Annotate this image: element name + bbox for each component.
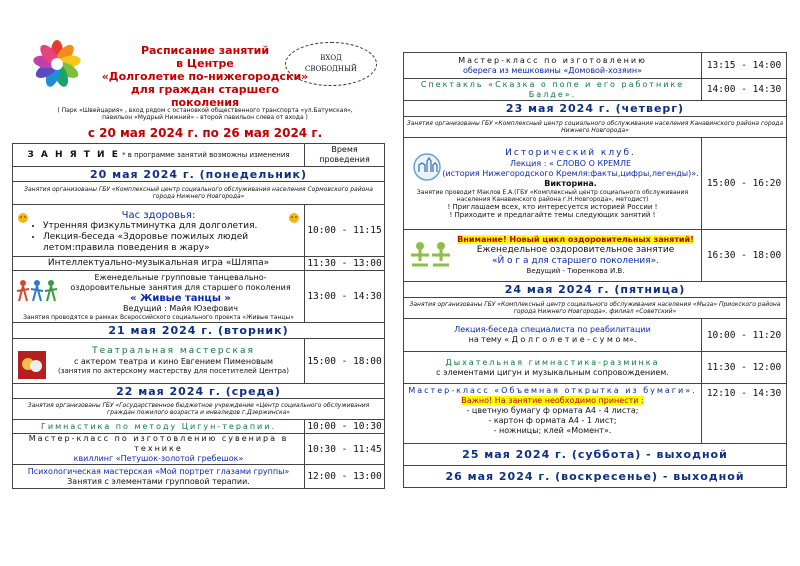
day-wednesday: 22 мая 2024 г. (среда) (13, 384, 385, 399)
card-item-1: - цветную бумагу ф ормата А4 - 4 листа; (466, 406, 639, 415)
health-item-2: • Лекция-беседа «Здоровье пожилых людей летом:правила поведения в жару» (43, 232, 302, 254)
yoga-desc: Еженедельное оздоровительное занятие (476, 245, 675, 256)
monday-organizer: Занятия организованы ГБУ «Комплексный центр социального обслуживания населения Сормовского района города Нижнего Новгорода» (13, 182, 385, 205)
amulet-line-2: оберега из мешковины «Домовой-хозяин» (462, 65, 643, 75)
col-time-header: Время проведения (305, 144, 385, 167)
quilling-line-2: квиллинг «Петушок-золотой гребешок» (73, 454, 244, 463)
gym-item: Гимнастика по методу Цигун-терапии. (13, 420, 305, 434)
rehab-time: 10:00 - 11:20 (702, 319, 787, 352)
dance-desc: Еженедельные групповые танцевально-оздоровительные занятия для старшего поколения (70, 272, 291, 292)
club-host: Занятие проводит Маклов Е.А.(ГБУ «Комплексный центр социального обслуживания населения Канавинского района г.Н.Новгорода», методист) (416, 188, 689, 203)
theatre-title: Театральная мастерская (92, 346, 255, 357)
schedule-left (12, 143, 385, 489)
club-topic: (история Нижегородского Кремля:факты,цифры,легенды)». (442, 168, 699, 178)
address-line-2: павильон «Мудрый Нижний» - второй павильон слева от входа ) (102, 114, 308, 121)
club-invite: ! Приглашаем всех, кто интересуется историей России ! (447, 202, 658, 211)
amulet-time: 13:15 - 14:00 (702, 53, 787, 79)
breath-line-1: Дыхательная гимнастика-разминка (445, 357, 660, 367)
card-important: Важно! На занятие необходимо принести : (461, 396, 644, 405)
changes-note: * в программе занятий возможны изменения (119, 150, 290, 159)
theatre-actor: с актером театра и кино Евгением Пименовым (73, 357, 274, 367)
rehab-line-2: на тему « Д о л г о л е т и е - с у м о м». (468, 335, 637, 344)
day-monday: 20 мая 2024 г. (понедельник) (13, 167, 385, 182)
psy-time: 12:00 - 13:00 (305, 465, 385, 489)
thursday-organizer: Занятия организованы ГБУ «Комплексный центр социального обслуживания населения Канавинского района города Нижнего Новгорода» (404, 117, 787, 138)
title-line-2: в Центре (176, 57, 234, 70)
theatre-time: 15:00 - 18:00 (305, 339, 385, 384)
card-line-1: Мастер-класс «Объемная открытка из бумаги». (408, 386, 697, 395)
wednesday-organizer: Занятия организованы ГБУ «Государственное бюджетное учреждение «Центр социального обслуживания граждан пожилого возраста и инвалидов г.Дзержинска» (13, 399, 385, 420)
schedule-right (403, 52, 787, 488)
theatre-masks-icon (17, 350, 47, 380)
day-thursday: 23 мая 2024 г. (четверг) (404, 101, 787, 117)
address-line-1: ( Парк «Швейцария» , вход рядом с остановкой общественного транспорта «ул.Батумская», (57, 107, 353, 114)
flower-logo-icon (33, 40, 81, 88)
yoga-title: «Й о г а для старшего поколения». (491, 256, 660, 267)
psy-line-1: Психологическая мастерская «Мой портрет глазами группы» (27, 466, 290, 476)
club-title: Исторический клуб. (505, 147, 636, 158)
day-sunday: 26 мая 2024 г. (воскресенье) - выходной (404, 466, 787, 488)
amulet-line-1: Мастер-класс по изготовлению (458, 55, 647, 65)
yoga-people-icon (408, 239, 454, 275)
col-activity-header: З А Н Я Т И Е (27, 149, 120, 160)
psy-line-2: Занятия с элементами групповой терапии. (67, 476, 250, 486)
breath-line-2: с элементами цигун и музыкальным сопровождением. (436, 367, 669, 377)
date-range: с 20 мая 2024 г. по 26 мая 2024 г. (87, 126, 323, 140)
friday-organizer: Занятия организованы ГБУ «Комплексный центр социального обслуживания населения «Мыза» Приокского района города Нижнего Новгорода», филиал «Советский» (404, 298, 787, 319)
dance-title: « Живые танцы » (130, 292, 231, 304)
card-item-2: - картон ф ормата А4 - 1 лист; (488, 416, 617, 425)
health-item-1: • Утренняя физкультминутка для долголетия. (43, 221, 302, 232)
day-friday: 24 мая 2024 г. (пятница) (404, 282, 787, 298)
dance-people-icon (15, 277, 59, 313)
day-saturday: 25 мая 2024 г. (суббота) - выходной (404, 444, 787, 466)
kremlin-emblem-icon (412, 152, 442, 182)
club-suggest: ! Приходите и предлагайте темы следующих занятий ! (449, 211, 656, 219)
dance-time: 13:00 - 14:30 (305, 271, 385, 323)
title-line-1: Расписание занятий (140, 44, 270, 57)
theatre-note: (занятия по актерскому мастерству для посетителей Центра) (58, 367, 289, 376)
club-time: 15:00 - 16:20 (702, 138, 787, 230)
club-lecture: Лекция : « СЛОВО О КРЕМЛЕ (509, 158, 632, 168)
health-time: 10:00 - 11:15 (305, 205, 385, 257)
rehab-line-1: Лекция-беседа специалиста по реабилитации (454, 325, 651, 334)
sun-mascot-icon (286, 211, 302, 225)
health-title: Час здоровья: (121, 210, 196, 221)
card-time: 12:10 - 14:30 (702, 384, 787, 444)
title-line-3: «Долголетие по-нижегородски» (101, 70, 309, 83)
quilling-time: 10:30 - 11:45 (305, 434, 385, 465)
club-quiz: Викторина. (544, 178, 597, 188)
title-line-4: для граждан старшего поколения (130, 83, 280, 109)
card-item-3: - ножницы; клей «Момент». (493, 426, 612, 435)
day-tuesday: 21 мая 2024 г. (вторник) (13, 323, 385, 339)
yoga-host: Ведущий - Тюренкова И.В. (526, 267, 625, 276)
sun-mascot-icon (15, 211, 31, 225)
yoga-attention: Внимание! Новый цикл оздоровительных занятий! (457, 235, 694, 245)
show-time: 14:00 - 14:30 (702, 79, 787, 101)
dance-host: Ведущий : Майя Юзефович (123, 303, 238, 313)
dance-project: Занятия проводятся в рамках Всероссийского социального проекта «Живые танцы» (23, 313, 294, 321)
game-time: 11:30 - 13:00 (305, 257, 385, 271)
show-item: Спектакль «Сказка о попе и его работнике Балде». (404, 79, 702, 101)
free-entry-oval: ВХОД СВОБОДНЫЙ (285, 42, 377, 86)
quilling-line-1: Мастер-класс по изготовлению сувенира в технике (28, 434, 289, 453)
gym-time: 10:00 - 10:30 (305, 420, 385, 434)
breath-time: 11:30 - 12:00 (702, 352, 787, 384)
yoga-time: 16:30 - 18:00 (702, 230, 787, 282)
game-item: Интеллектуально-музыкальная игра «Шляпа» (13, 257, 305, 271)
